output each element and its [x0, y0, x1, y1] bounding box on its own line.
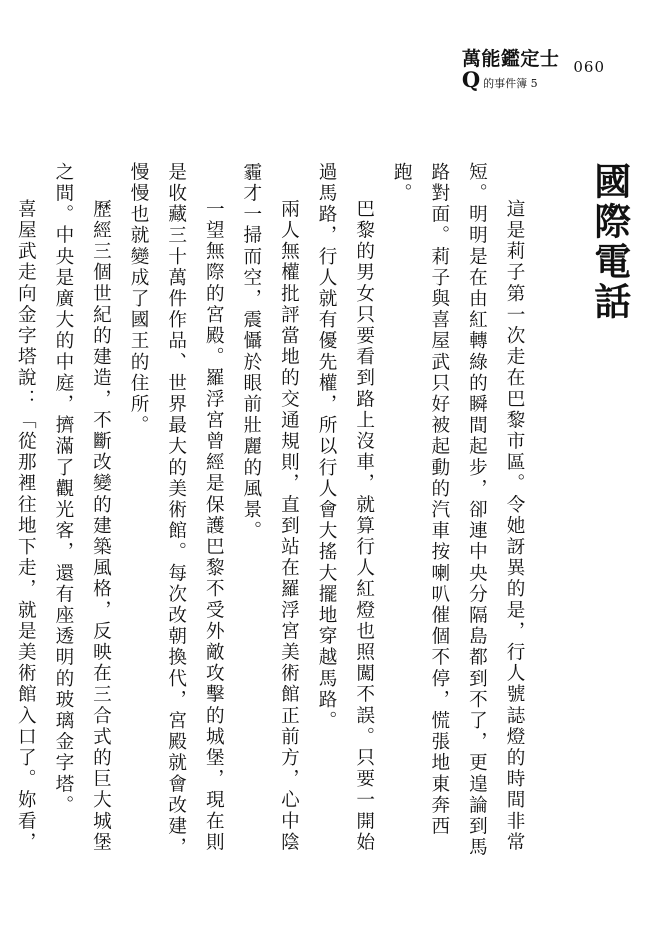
- paragraph: 這是莉子第一次走在巴黎市區。令她訝異的是，行人號誌燈的時間非常短。明明是在由紅轉綠的瞬間起步，卻連中央分隔島都到不了，更遑論到馬路對面。莉子與喜屋武只好被起動的汽車按喇叭催個不停，慌張地東奔西跑。: [391, 162, 525, 859]
- paragraph: 喜屋武走向金字塔說：「從那裡往地下走，就是美術館入口了。妳看，: [15, 199, 37, 854]
- series-title: 萬能鑑定士: [461, 48, 560, 70]
- q-logo-mark: Q: [461, 67, 481, 92]
- paragraph: 歷經三個世紀的建造，不斷改變的建築風格，反映在三合式的巨大城堡之間。中央是廣大的中庭，擠滿了觀光客，還有座透明的玻璃金字塔。: [52, 162, 112, 854]
- book-subtitle: 的事件簿 5: [483, 77, 538, 90]
- running-header: [462, 48, 605, 91]
- chapter-title: 國際電話: [587, 162, 632, 322]
- paragraph: 兩人無權批評當地的交通規則，直到站在羅浮宮美術館正前方，心中陰霾才一掃而空，震懾於眼前壯麗的風景。: [240, 162, 300, 854]
- book-title-block: [462, 48, 560, 91]
- page-number: 060: [573, 58, 605, 76]
- paragraph: 巴黎的男女只要看到路上沒車，就算行人紅燈也照闖不誤。只要一開始過馬路，行人就有優先權，所以行人會大搖大擺地穿越馬路。: [316, 162, 375, 854]
- paragraph: 一望無際的宮殿。羅浮宮曾經是保護巴黎不受外敵攻擊的城堡，現在則是收藏三十萬件作品、世界最大的美術館。每次改朝換代，宮殿就會改建，慢慢也就變成了國王的住所。: [128, 162, 225, 859]
- body-text: [15, 162, 533, 874]
- subtitle-row: [461, 67, 538, 92]
